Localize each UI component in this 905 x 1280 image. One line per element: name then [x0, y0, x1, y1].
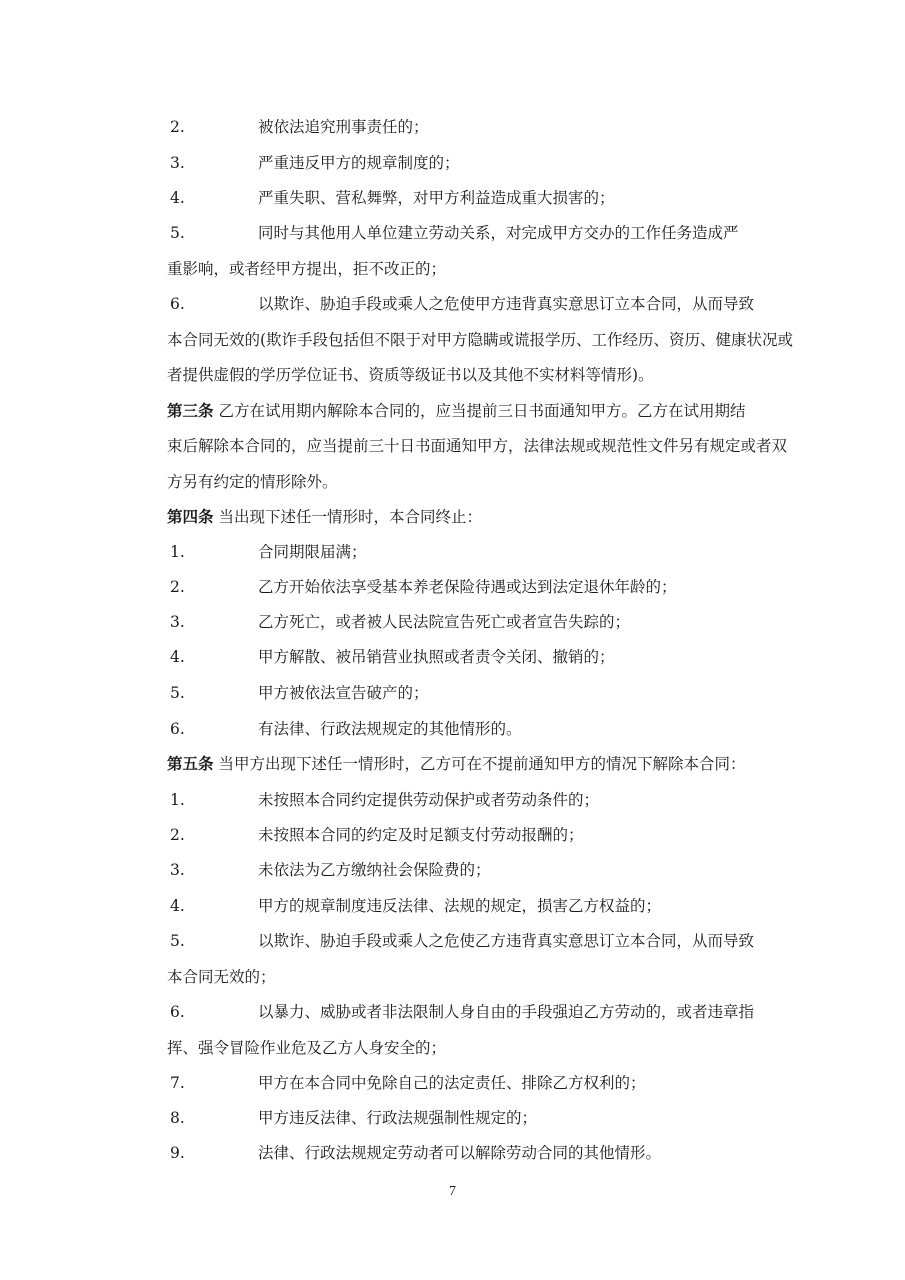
list-item-number: 1.	[170, 543, 185, 561]
list-item	[0, 782, 905, 818]
article-text: 乙方在试用期内解除本合同的，应当提前三日书面通知甲方。乙方在试用期结	[218, 402, 746, 420]
list-item-number: 3.	[170, 613, 185, 631]
list-item	[0, 675, 905, 711]
list-item-number: 2.	[170, 118, 185, 136]
list-item-text: 未按照本合同的约定及时足额支付劳动报酬的；	[258, 826, 584, 844]
list-item	[0, 215, 905, 251]
list-item-text: 甲方解散、被吊销营业执照或者责令关闭、撤销的；	[258, 648, 615, 666]
continuation-line	[0, 959, 905, 995]
list-item-text: 乙方死亡，或者被人民法院宣告死亡或者宣告失踪的；	[258, 613, 631, 631]
list-item	[0, 180, 905, 216]
list-item-text: 未依法为乙方缴纳社会保险费的；	[258, 861, 491, 879]
continuation-line	[0, 428, 905, 464]
list-item-text: 以暴力、威胁或者非法限制人身自由的手段强迫乙方劳动的，或者违章指	[258, 1003, 755, 1021]
list-item-number: 3.	[170, 861, 185, 879]
list-item-text: 有法律、行政法规规定的其他情形的。	[258, 720, 522, 738]
continuation-text: 方另有约定的情形除外。	[167, 473, 338, 491]
list-item-number: 4.	[170, 189, 185, 207]
continuation-text: 重影响，或者经甲方提出，拒不改正的；	[167, 260, 447, 278]
list-item	[0, 923, 905, 959]
continuation-line	[0, 464, 905, 500]
list-item	[0, 604, 905, 640]
list-item-number: 1.	[170, 791, 185, 809]
list-item-text: 法律、行政法规规定劳动者可以解除劳动合同的其他情形。	[258, 1144, 662, 1162]
list-item-number: 4.	[170, 897, 185, 915]
list-item	[0, 711, 905, 747]
article-title: 第四条	[167, 507, 214, 526]
list-item-number: 6.	[170, 720, 185, 738]
article-paragraph	[167, 746, 745, 782]
list-item-text: 严重违反甲方的规章制度的；	[258, 154, 460, 172]
continuation-text: 本合同无效的；	[167, 968, 276, 986]
list-item-text: 以欺诈、胁迫手段或乘人之危使甲方违背真实意思订立本合同，从而导致	[258, 295, 755, 313]
list-item	[0, 109, 905, 145]
list-item-text: 被依法追究刑事责任的；	[258, 118, 429, 136]
article-text: 当甲方出现下述任一情形时，乙方可在不提前通知甲方的情况下解除本合同：	[218, 755, 746, 773]
list-item-number: 5.	[170, 932, 185, 950]
list-item	[0, 852, 905, 888]
list-item-number: 4.	[170, 648, 185, 666]
list-item-text: 合同期限届满；	[258, 543, 367, 561]
list-item-text: 甲方的规章制度违反法律、法规的规定，损害乙方权益的；	[258, 897, 662, 915]
list-item	[0, 994, 905, 1030]
list-item	[0, 1100, 905, 1136]
continuation-line	[0, 1030, 905, 1066]
list-item-text: 同时与其他用人单位建立劳动关系，对完成甲方交办的工作任务造成严	[258, 224, 739, 242]
list-item-text: 甲方被依法宣告破产的；	[258, 684, 429, 702]
article-title: 第三条	[167, 401, 214, 420]
article-line	[0, 393, 905, 429]
list-item	[0, 286, 905, 322]
list-item-number: 7.	[170, 1074, 185, 1092]
list-item-number: 5.	[170, 684, 185, 702]
continuation-line	[0, 357, 905, 393]
continuation-line	[0, 322, 905, 358]
list-item	[0, 569, 905, 605]
continuation-text: 本合同无效的(欺诈手段包括但不限于对甲方隐瞒或谎报学历、工作经历、资历、健康状况或	[167, 331, 794, 349]
list-item-number: 3.	[170, 154, 185, 172]
list-item-number: 2.	[170, 826, 185, 844]
list-item	[0, 145, 905, 181]
article-paragraph	[167, 499, 482, 535]
article-title: 第五条	[167, 754, 214, 773]
list-item-text: 乙方开始依法享受基本养老保险待遇或达到法定退休年龄的；	[258, 578, 677, 596]
list-item-number: 5.	[170, 224, 185, 242]
list-item-text: 严重失职、营私舞弊，对甲方利益造成重大损害的；	[258, 189, 615, 207]
list-item	[0, 1065, 905, 1101]
list-item	[0, 639, 905, 675]
continuation-text: 挥、强令冒险作业危及乙方人身安全的；	[167, 1039, 447, 1057]
continuation-text: 者提供虚假的学历学位证书、资质等级证书以及其他不实材料等情形)。	[167, 366, 654, 384]
continuation-text: 束后解除本合同的，应当提前三十日书面通知甲方，法律法规或规范性文件另有规定或者双	[167, 437, 788, 455]
article-paragraph	[167, 393, 745, 429]
list-item-number: 9.	[170, 1144, 185, 1162]
list-item-number: 6.	[170, 1003, 185, 1021]
list-item-text: 以欺诈、胁迫手段或乘人之危使乙方违背真实意思订立本合同，从而导致	[258, 932, 755, 950]
list-item-text: 甲方违反法律、行政法规强制性规定的；	[258, 1109, 538, 1127]
list-item-number: 8.	[170, 1109, 185, 1127]
article-line	[0, 746, 905, 782]
list-item	[0, 534, 905, 570]
list-item-text: 未按照本合同约定提供劳动保护或者劳动条件的；	[258, 791, 600, 809]
page-number: 7	[449, 1184, 456, 1199]
list-item-number: 6.	[170, 295, 185, 313]
list-item	[0, 1135, 905, 1171]
list-item-number: 2.	[170, 578, 185, 596]
article-text: 当出现下述任一情形时，本合同终止：	[218, 508, 482, 526]
article-line	[0, 499, 905, 535]
list-item-text: 甲方在本合同中免除自己的法定责任、排除乙方权利的；	[258, 1074, 646, 1092]
list-item	[0, 888, 905, 924]
continuation-line	[0, 251, 905, 287]
list-item	[0, 817, 905, 853]
